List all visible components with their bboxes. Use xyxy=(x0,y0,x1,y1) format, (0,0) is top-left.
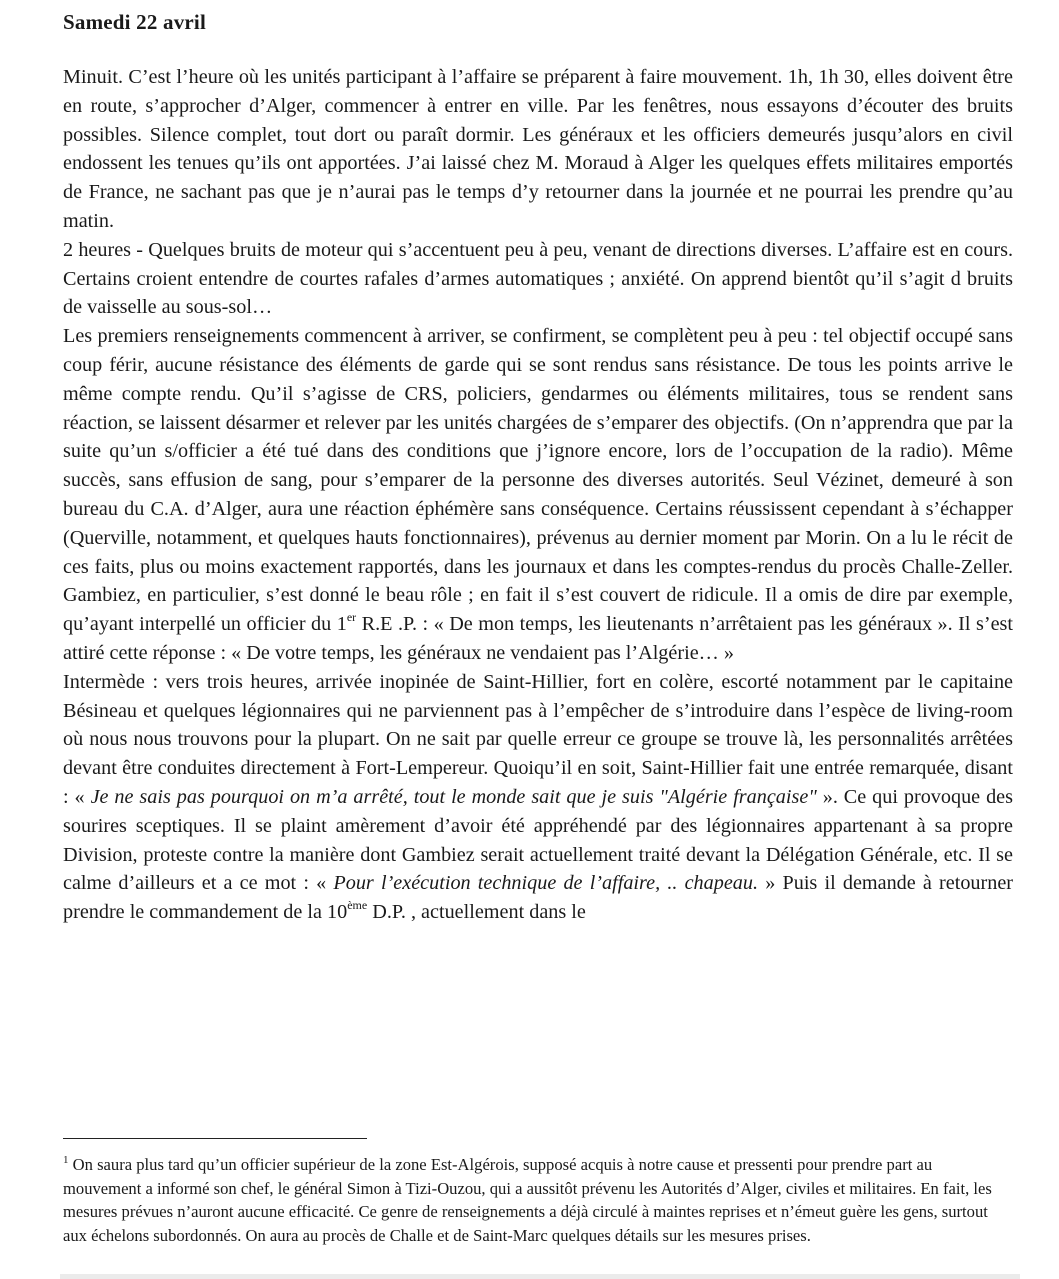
paragraph-two-hours: 2 heures - Quelques bruits de moteur qui s’accentuent peu à peu, venant de directions diverses. L’affaire est en cours. Certains croient entendre de courtes rafales d’armes automatiques ; anxiété. On apprend bientôt qu’il s’agit d bruits de vaisselle au sous-sol… xyxy=(63,238,1013,319)
page-bottom-edge xyxy=(60,1274,1020,1279)
footnote-marker: 1 xyxy=(63,1154,69,1166)
footnote-separator xyxy=(63,1138,367,1139)
footnote xyxy=(63,1153,993,1247)
document-page xyxy=(63,10,1013,927)
paragraph-first-reports-text: Les premiers renseignements commencent à arriver, se confirment, se complètent peu à peu : tel objectif occupé sans coup férir, aucune résistance des éléments de garde qui se sont rendus sans résistance. De tous les points arrive le même compte rendu. Qu’il s’agisse de CRS, policiers, gendarmes ou éléments militaires, tous se rendent sans réaction, se laissent désarmer et relever par les unités chargées de s’emparer des objectifs. (On n’apprendra que par la suite qu’un s/officier a été tué dans des conditions que j’ignore encore, lors de l’occupation de la radio). Même succès, sans effusion de sang, pour s’emparer de la personne des diverses autorités. Seul Vézinet, demeuré à son bureau du C.A. d’Alger, aura une réaction éphémère sans conséquence. Certains réussissent cependant à s’échapper (Querville, notamment, et quelques hauts fonctionnaires), prévenus au dernier moment par Morin. On a lu le récit de ces faits, plus ou moins exactement rapportés, dans les journaux et dans les comptes-rendus du procès Challe-Zeller. Gambiez, en particulier, s’est donné le beau rôle ; en fait il s’est couvert de ridicule. Il a omis de dire par exemple, qu’ayant interpellé un officier du 1 xyxy=(63,325,1013,636)
paragraph-first-reports-end: R.E .P. : « De mon temps, les lieutenants n’arrêtaient pas les généraux ». Il s’est attiré cette réponse : « De votre temps, les généraux ne vendaient pas l’Algérie… » xyxy=(63,613,1013,664)
footnote-text: On saura plus tard qu’un officier supérieur de la zone Est-Algérois, supposé acquis à notre cause et pressenti pour prendre part au mouvement a informé son chef, le général Simon à Tizi-Ouzou, qui a aussitôt prévenu les Autorités d’Alger, civiles et militaires. En fait, les mesures prévues n’auront aucune efficacité. Ce genre de renseignements a déjà circulé à maintes reprises et n’émeut guère les gens, surtout aux échelons subordonnés. On aura au procès de Challe et de Saint-Marc quelques détails sur les mesures prises. xyxy=(63,1155,992,1245)
paragraph-first-reports xyxy=(63,322,1013,668)
paragraph-intermede-text: Intermède : vers trois heures, arrivée inopinée de Saint-Hillier, fort en colère, escorté notamment par le capitaine Bésineau et quelques légionnaires qui ne parviennent pas à l’empêcher de s’introduire dans l’espèce de living-room où nous nous trouvons pour la plupart. On ne sait par quelle erreur ce groupe se trouve là, les personnalités arrêtées devant être conduites directement à Fort-Lempereur. Quoiqu’il en soit, Saint-Hillier fait une entrée remarquée, disant : « xyxy=(63,670,1013,808)
ordinal-superscript: ème xyxy=(347,898,368,913)
paragraph-intermede-continued: » Puis il demande à retourner prendre le commandement de la 10 xyxy=(63,872,1014,924)
paragraph-intermede-end: D.P. , actuellement dans le xyxy=(367,901,586,924)
body-text xyxy=(63,63,1013,927)
date-heading: Samedi 22 avril xyxy=(63,10,206,34)
quote-arrest: Je ne sais pas pourquoi on m’a arrêté, tout le monde sait que je suis "Algérie française" xyxy=(90,785,817,808)
paragraph-intermede xyxy=(63,668,1013,927)
quote-chapeau: Pour l’exécution technique de l’affaire, .. chapeau. xyxy=(333,872,759,895)
paragraph-intermede-middle: ». Ce qui provoque des sourires sceptiques. Il se plaint amèrement d’avoir été appréhendé par des légionnaires appartenant à sa propre Division, proteste contre la manière dont Gambiez serait actuellement traité devant la Délégation Générale, etc. Il se calme d’ailleurs et a ce mot : « xyxy=(63,785,1013,895)
ordinal-superscript: er xyxy=(346,610,357,625)
paragraph-midnight: Minuit. C’est l’heure où les unités participant à l’affaire se préparent à faire mouvement. 1h, 1h 30, elles doivent être en route, s’approcher d’Alger, commencer à entrer en ville. Par les fenêtres, nous essayons d’écouter des bruits possibles. Silence complet, tout dort ou paraît dormir. Les généraux et les officiers demeurés jusqu’alors en civil endossent les tenues qu’ils ont apportées. J’ai laissé chez M. Moraud à Alger les quelques effets militaires emportés de France, ne sachant pas que je n’aurai pas le temps d’y retourner dans la journée et ne pourrai les prendre qu’au matin. xyxy=(63,66,1013,232)
